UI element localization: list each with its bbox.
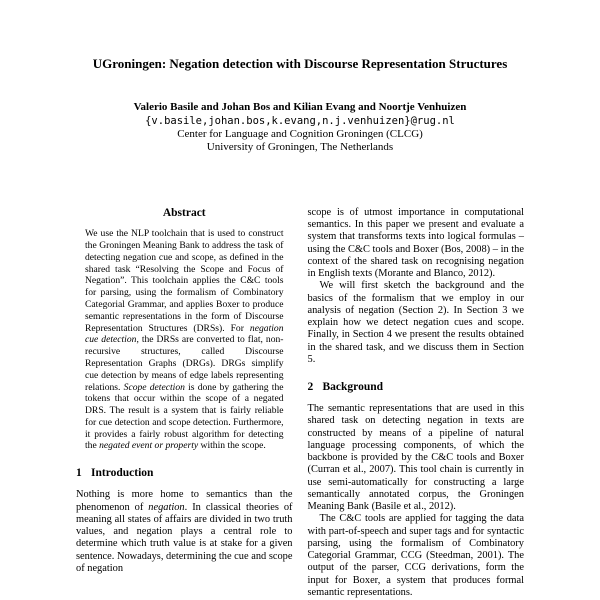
affiliation-line-2: University of Groningen, The Netherlands [206,141,394,154]
section-title: Introduction [91,467,154,480]
intro-paragraph-2: We will first sketch the background and the basics of the formalism that we employ in our analysis of negation (Section 2). In Section 3 we explain how we detect negation cues and scope. Finally, in Section 4 we present the results obtained in the shared task, and we discuss them in Section 5. [307,280,524,365]
section-number: 1 [76,467,82,480]
intro-paragraph-continuation: scope is of utmost importance in computational semantics. In this paper we present and evaluate a system that transforms texts into logical formulas – using the C&C tools and Boxer (Bos, 2008) – in the context of the shared task on recognising negation in English texts (Morante and Blanco, 2012). [307,206,524,280]
right-column [308,207,525,599]
affiliation-line-1: Center for Language and Cognition Groningen (CLCG) [177,127,423,140]
abstract-text: We use the NLP toolchain that is used to construct the Groningen Meaning Bank to address the task of detecting negation cue and scope, as defined in the shared task “Resolving the Scope and Focus of Negation”. This toolchain applies the C&C tools for parsing, using the formalism of Combinatory Categorial Grammar, and applies Boxer to produce semantic representations in the form of Discourse Representation Structures (DRSs). For negation cue detection, the DRSs are converted to flat, non-recursive structures, called Discourse Representation Graphs (DRGs). DRGs simplify cue detection by means of edge labels representing relations. Scope detection is done by gathering the tokens that occur within the scope of a negated DRS. The result is a system that is fairly reliable for cue detection and scope detection. Furthermore, it provides a fairly robust algorithm for detecting the negated event or property within the scope. [85,228,284,452]
two-column-body [76,207,524,599]
background-paragraph-2: The C&C tools are applied for tagging the data with part-of-speech and super tags and for syntactic parsing, using the formalism of Combinatory Categorial Grammar, CCG (Steedman, 2001). The output of the parser, CCG derivations, form the input for Boxer, a system that produces formal semantic representations. [307,513,524,598]
paper-header [76,0,524,155]
background-paragraph-1: The semantic representations that are used in this shared task on detecting negation in texts are constructed by means of a pipeline of natural language processing components, of which the backbone is provided by the C&C tools and Boxer (Curran et al., 2007). This tool chain is currently in use semi-automatically for constructing a large semantically annotated corpus, the Groningen Meaning Bank (Basile et al., 2012). [307,403,524,513]
left-column [76,207,293,599]
section-title: Background [322,381,384,394]
intro-paragraph-1: Nothing is more home to semantics than the phenomenon of negation. In classical theories of meaning all states of affairs are divided in two truth values, and negation plays a central role to determine which truth value is at stake for a given sentence. Nowadays, determining the cue and scope of negation [76,489,293,574]
section-heading-introduction [76,467,293,480]
abstract-heading: Abstract [162,206,206,219]
section-number: 2 [307,381,314,394]
authors-line: Valerio Basile and Johan Bos and Kilian Evang and Noortje Venhuizen [133,100,467,113]
abstract-section [76,207,293,452]
authors-email: {v.basile,johan.bos,k.evang,n.j.venhuizen}@rug.nl [145,114,455,127]
section-heading-background [308,381,525,394]
paper-title: UGroningen: Negation detection with Discourse Representation Structures [92,56,508,71]
